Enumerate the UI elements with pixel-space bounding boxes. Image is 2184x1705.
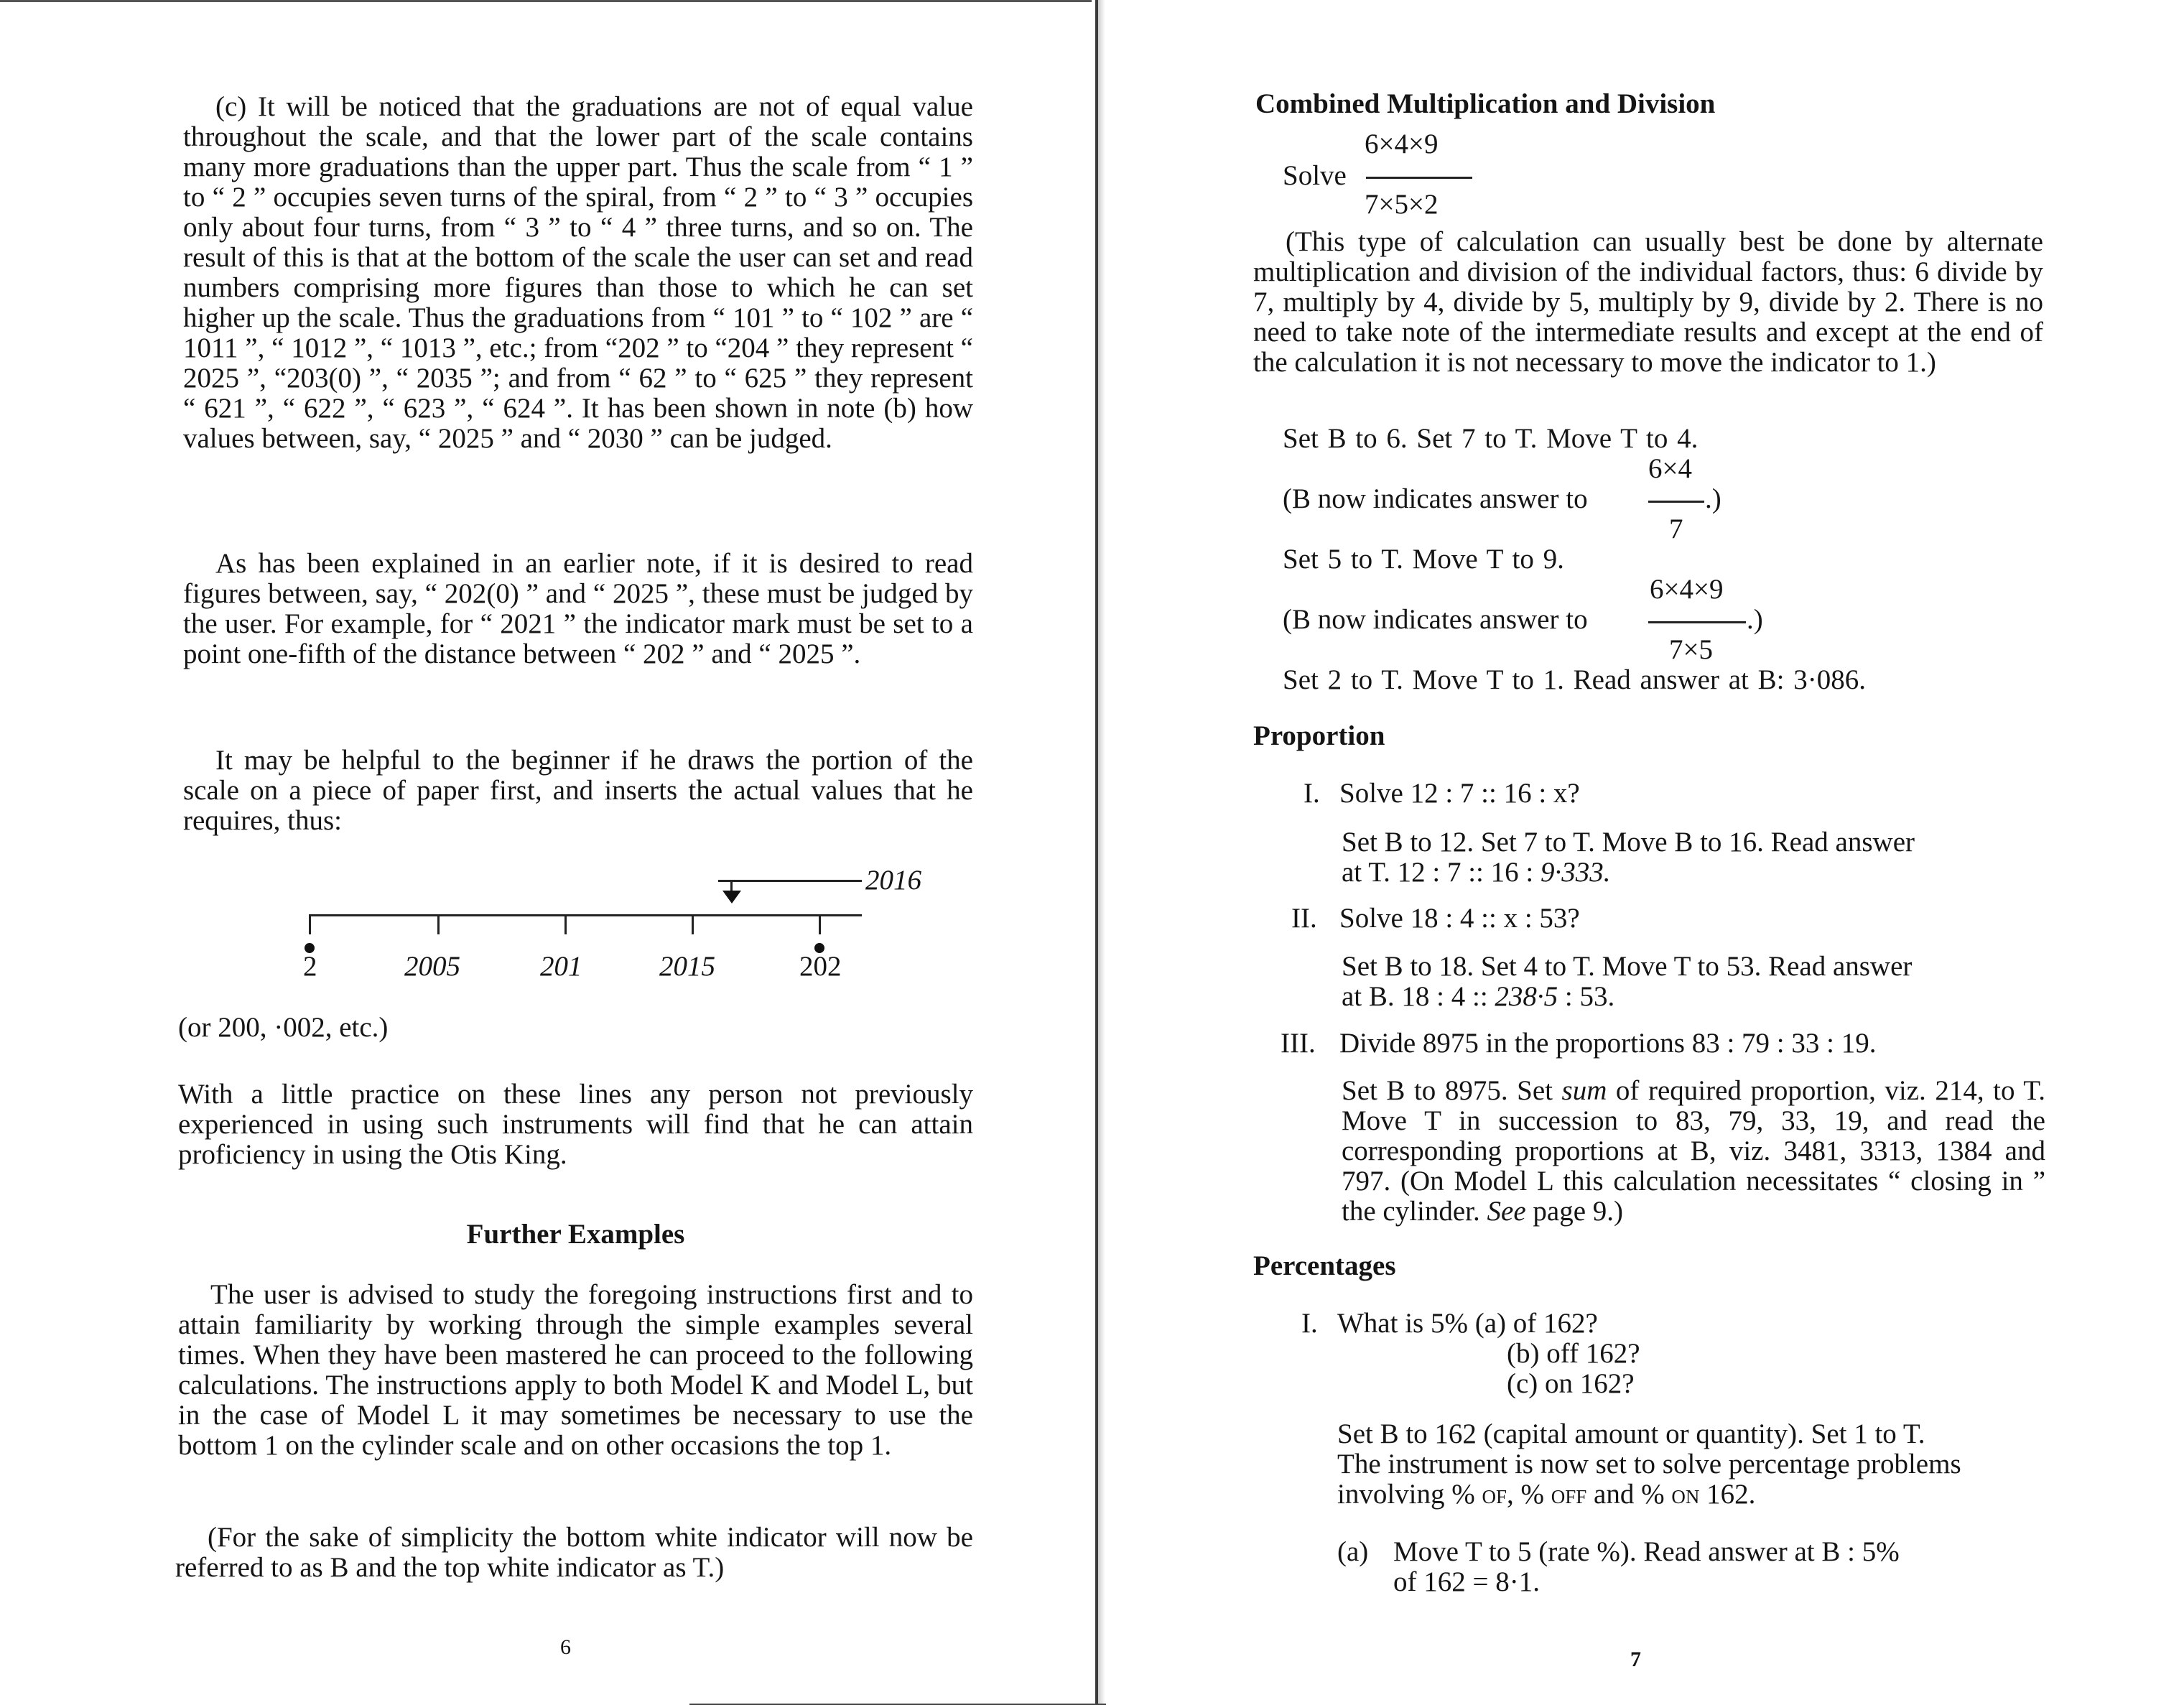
pct-setup-line-3-a: involving % (1337, 1479, 1482, 1510)
prop-II-line-2 (1342, 982, 1912, 1012)
prop-III-number: III. (1281, 1028, 1316, 1059)
heading-further-examples-text: Further Examples (466, 1219, 685, 1250)
paragraph-explained (183, 549, 973, 669)
step-2 (1283, 544, 1564, 575)
prop-II-body (1342, 952, 1912, 1012)
paragraph-simplicity (175, 1523, 973, 1583)
left-page-number-text: 6 (560, 1635, 571, 1659)
b-now-2-text: (B now indicates answer to (1283, 604, 1588, 635)
fraction-1-close: .) (1705, 483, 1721, 514)
solve-denominator: 7×5×2 (1365, 189, 1439, 220)
right-page-spine-shadow (1098, 0, 1105, 1705)
left-page-number (560, 1632, 571, 1663)
left-page-top-edge (0, 0, 1092, 2)
prop-II-number: II. (1291, 903, 1317, 934)
paragraph-type-text: (This type of calculation can usually best be done by alternate multiplication and division of the individual factors, thus: 6 divide by 7, multiply by 4, divide by 5, multiply by 9, divide by 2. There is no need to take note of the intermediate results and except at the end of the calculation it is not necessary to move the indicator to 1.) (1253, 226, 2043, 378)
step-1 (1283, 424, 1698, 454)
paragraph-helpful-text: It may be helpful to the beginner if he draws the portion of the scale on a piece of paper first, and inserts the actual values that he requires, thus: (183, 745, 973, 836)
or-note-text: (or 200, ·002, etc.) (178, 1012, 389, 1043)
step-2-text: Set 5 to T. Move T to 9. (1283, 544, 1564, 575)
tick-label-2: 2 (303, 951, 317, 982)
pct-a-line-1: Move T to 5 (rate %). Read answer at B : 5% (1393, 1536, 1900, 1567)
pct-on: on (1671, 1479, 1700, 1510)
pct-I-number: I. (1301, 1308, 1318, 1339)
pct-I-question-c: (c) on 162? (1507, 1368, 1635, 1399)
pct-setup-line-1: Set B to 162 (capital amount or quantity). Set 1 to T. (1337, 1418, 1925, 1449)
pct-I-question-a: What is 5% (a) of 162? (1337, 1308, 1598, 1339)
prop-I-number: I. (1304, 778, 1320, 809)
heading-combined-text: Combined Multiplication and Division (1255, 88, 1716, 119)
fraction-2-close: .) (1747, 604, 1763, 635)
step-3-text: Set 2 to T. Move T to 1. Read answer at B: 3·086. (1283, 664, 1866, 695)
prop-II-title: Solve 18 : 4 :: x : 53? (1339, 903, 1580, 934)
pointer-label: 2016 (865, 865, 921, 896)
step-1-text: Set B to 6. Set 7 to T. Move T to 4. (1283, 423, 1699, 454)
heading-proportion-text: Proportion (1253, 720, 1385, 751)
prop-I-title: Solve 12 : 7 :: 16 : x? (1339, 778, 1580, 809)
fraction-2-bar (1648, 621, 1746, 623)
pct-a-label: (a) (1337, 1536, 1369, 1567)
prop-II-line-2-tail: : 53. (1558, 981, 1615, 1012)
solve-label: Solve (1283, 160, 1347, 191)
scale-tick (437, 914, 440, 934)
fraction-1-bar (1648, 501, 1704, 503)
fraction-2-denominator: 7×5 (1669, 634, 1713, 665)
paragraph-advised (178, 1280, 973, 1461)
tick-label-202: 202 (799, 951, 842, 982)
prop-III-body-mid: of required proportion, viz. 214, to T. Move T in succession to 83, 79, 33, 19, and read the corresponding proportions at B, viz. 3481, 3313, 1384 and 797. (On Model L this calculation necessitates “ closing in ” the cylinder. (1342, 1075, 2045, 1227)
paragraph-simplicity-text: (For the sake of simplicity the bottom white indicator will now be referred to as B and the top white indicator as T.) (175, 1522, 973, 1583)
scale-baseline (309, 914, 862, 916)
tick-label-201: 201 (540, 951, 582, 982)
fraction-1-denominator: 7 (1669, 514, 1683, 544)
solve-fraction-bar (1366, 177, 1472, 179)
pointer-arrow-icon (722, 891, 741, 903)
prop-III-sum: sum (1561, 1075, 1607, 1106)
pointer-line (718, 880, 862, 882)
solve-numerator: 6×4×9 (1365, 129, 1439, 159)
heading-proportion (1253, 721, 1385, 751)
pct-off: off (1551, 1479, 1587, 1510)
right-page-number (1630, 1645, 1641, 1675)
pct-setup-line-2: The instrument is now set to solve percentage problems (1337, 1449, 1961, 1479)
scale-tick (309, 914, 311, 934)
prop-II-line-2-text: at B. 18 : 4 :: (1342, 981, 1495, 1012)
prop-II-answer: 238·5 (1495, 981, 1558, 1012)
pct-setup-line-3-b: , % (1507, 1479, 1551, 1510)
tick-label-2005: 2005 (404, 951, 460, 982)
prop-III-body-end: page 9.) (1525, 1196, 1624, 1227)
scale-tick (692, 914, 694, 934)
paragraph-c-text: (c) It will be noticed that the graduations are not of equal value throughout the scale, and that the lower part of the scale contains many more graduations than the upper part. Thus the scale from “ 1 ” to “ 2 ” occupies seven turns of the spiral, from “ 2 ” to “ 3 ” occupies only about four turns, from “ 3 ” to “ 4 ” three turns, and so on. The result of this is that at the bottom of the scale the user can set and read numbers comprising more figures than those to which he can set higher up the scale. Thus the graduations from “ 101 ” to “ 102 ” are “ 1011 ”, “ 1012 ”, “ 1013 ”, etc.; from “202 ” to “204 ” they represent “ 2025 ”, “203(0) ”, “ 2035 ”; and from “ 62 ” to “ 625 ” they represent “ 621 ”, “ 622 ”, “ 623 ”, “ 624 ”. It has been shown in note (b) how values between, say, “ 2025 ” and “ 2030 ” can be judged. (183, 91, 973, 454)
right-page-number-text: 7 (1630, 1648, 1641, 1671)
prop-I-answer: 9·333. (1540, 857, 1611, 888)
heading-further-examples (178, 1219, 973, 1250)
pct-setup-line-3-c: and % (1586, 1479, 1672, 1510)
fraction-2-numerator: 6×4×9 (1650, 574, 1724, 605)
step-3 (1283, 665, 1866, 695)
paragraph-practice-text: With a little practice on these lines any person not previously experienced in using such instruments will find that he can attain proficiency in using the Otis King. (178, 1079, 973, 1170)
prop-II-line-1: Set B to 18. Set 4 to T. Move T to 53. Read answer (1342, 951, 1913, 982)
prop-III-body (1342, 1076, 2045, 1227)
prop-III-see: See (1487, 1196, 1526, 1227)
prop-III-body-pre: Set B to 8975. Set (1342, 1075, 1562, 1106)
pct-setup-line-3-d: 162. (1699, 1479, 1756, 1510)
paragraph-c (183, 92, 973, 454)
scale-tick (564, 914, 567, 934)
prop-I-line-2-text: at T. 12 : 7 :: 16 : (1342, 857, 1541, 888)
pct-of: of (1482, 1479, 1507, 1510)
paragraph-helpful (183, 745, 973, 836)
pct-a-body (1393, 1537, 1900, 1597)
prop-I-line-1: Set B to 12. Set 7 to T. Move B to 16. Read answer (1342, 827, 1915, 858)
paragraph-explained-text: As has been explained in an earlier note, if it is desired to read figures between, say, “ 202(0) ” and “ 2025 ”, these must be judged by the user. For example, for “ 2021 ” the indicator mark must be set to a point one-fifth of the distance between “ 202 ” and “ 2025 ”. (183, 548, 973, 669)
paragraph-type (1253, 227, 2043, 378)
paragraph-advised-text: The user is advised to study the foregoing instructions first and to attain familiarity by working through the simple examples several times. When they have been mastered he can proceed to the following calculations. The instructions apply to both Model K and Model L, but in the case of Model L it may sometimes be necessary to use the bottom 1 on the cylinder scale and on other occasions the top 1. (178, 1279, 973, 1461)
pct-setup (1337, 1419, 1961, 1510)
or-note (178, 1013, 388, 1043)
pct-I-question-b: (b) off 162? (1507, 1338, 1640, 1369)
pct-setup-line-3 (1337, 1479, 1961, 1510)
b-now-1-text: (B now indicates answer to (1283, 483, 1588, 514)
pct-a-line-2: of 162 = 8·1. (1393, 1566, 1540, 1597)
prop-I-body (1342, 827, 1915, 888)
heading-percentages-text: Percentages (1253, 1250, 1396, 1281)
fraction-1-numerator: 6×4 (1648, 453, 1692, 484)
tick-label-2015: 2015 (659, 951, 715, 982)
prop-III-title: Divide 8975 in the proportions 83 : 79 : 33 : 19. (1339, 1028, 1877, 1059)
heading-percentages (1253, 1251, 1396, 1281)
heading-combined (1255, 89, 1715, 119)
prop-I-line-2 (1342, 858, 1915, 888)
paragraph-practice (178, 1079, 973, 1170)
scale-tick (819, 914, 821, 934)
